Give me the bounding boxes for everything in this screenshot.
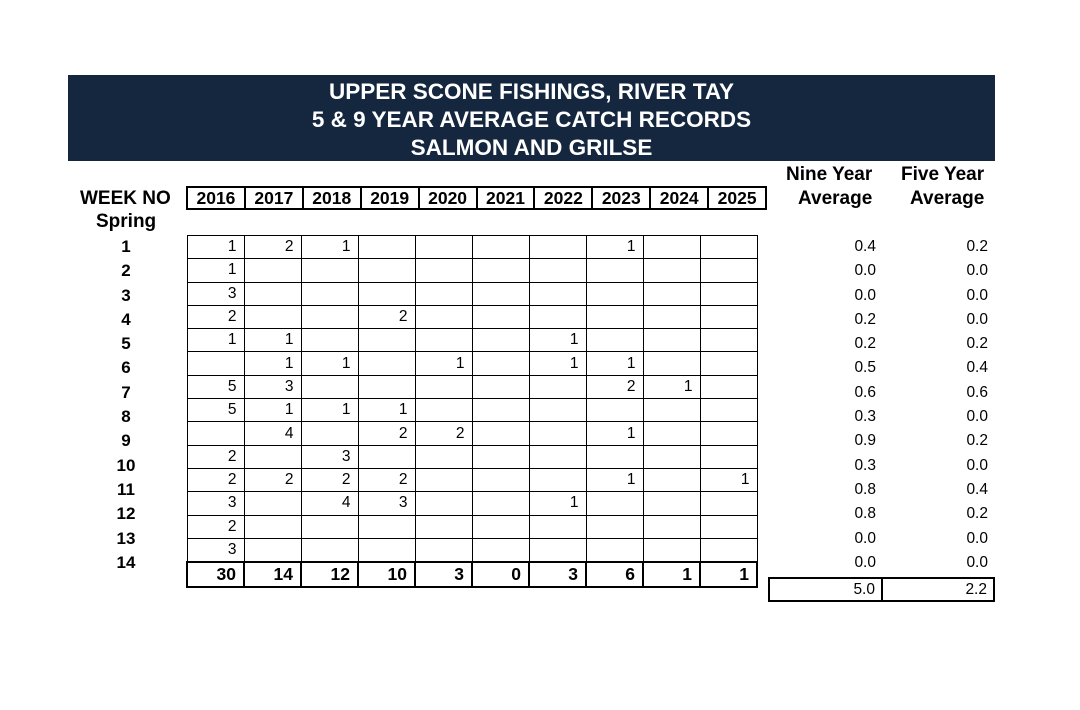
table-row bbox=[187, 329, 757, 352]
week-number: 11 bbox=[117, 479, 135, 499]
nine-year-average: 0.2 bbox=[854, 335, 876, 353]
nine-year-average: 0.8 bbox=[854, 505, 876, 523]
catch-cell bbox=[415, 305, 472, 328]
catch-cell bbox=[472, 468, 529, 491]
catch-cell bbox=[700, 492, 757, 515]
table-row bbox=[187, 492, 757, 515]
catch-cell bbox=[358, 329, 415, 352]
week-number: 9 bbox=[121, 431, 131, 451]
five-year-average: 0.0 bbox=[966, 529, 988, 547]
catch-cell: 2 bbox=[415, 422, 472, 445]
five-year-header-line-2: Average bbox=[910, 188, 985, 209]
catch-cell: 1 bbox=[529, 352, 586, 375]
title-line-2: 5 & 9 YEAR AVERAGE CATCH RECORDS bbox=[311, 107, 752, 132]
year-header: 2017 bbox=[246, 188, 304, 208]
catch-cell: 1 bbox=[187, 259, 244, 282]
catch-cell bbox=[586, 445, 643, 468]
catch-cell bbox=[244, 282, 301, 305]
catch-cell bbox=[358, 259, 415, 282]
catch-table bbox=[186, 235, 758, 588]
catch-cell bbox=[415, 515, 472, 538]
year-header: 2020 bbox=[420, 188, 478, 208]
nine-year-average: 0.3 bbox=[854, 456, 876, 474]
catch-cell: 2 bbox=[187, 305, 244, 328]
five-year-average: 0.0 bbox=[966, 310, 988, 328]
week-number: 7 bbox=[121, 382, 131, 402]
catch-cell bbox=[586, 305, 643, 328]
catch-cell bbox=[700, 259, 757, 282]
title-banner bbox=[68, 75, 995, 161]
week-no-header: WEEK NO bbox=[80, 188, 171, 209]
year-header: 2023 bbox=[593, 188, 651, 208]
catch-cell bbox=[643, 445, 700, 468]
catch-cell bbox=[472, 375, 529, 398]
nine-year-average: 0.0 bbox=[854, 286, 876, 304]
catch-cell: 1 bbox=[358, 399, 415, 422]
catch-cell bbox=[472, 422, 529, 445]
catch-cell: 2 bbox=[358, 422, 415, 445]
nine-year-average: 0.0 bbox=[854, 262, 876, 280]
catch-cell bbox=[472, 445, 529, 468]
catch-cell bbox=[301, 422, 358, 445]
catch-cell bbox=[586, 515, 643, 538]
catch-cell bbox=[700, 236, 757, 259]
catch-cell bbox=[415, 329, 472, 352]
catch-cell bbox=[700, 352, 757, 375]
nine-year-average: 0.6 bbox=[854, 383, 876, 401]
five-year-average: 0.2 bbox=[966, 335, 988, 353]
catch-cell: 1 bbox=[529, 492, 586, 515]
catch-cell bbox=[700, 329, 757, 352]
week-number: 10 bbox=[116, 455, 136, 475]
catch-cell bbox=[244, 445, 301, 468]
nine-year-average-column bbox=[790, 235, 876, 575]
catch-cell bbox=[472, 329, 529, 352]
five-year-average: 0.0 bbox=[966, 286, 988, 304]
catch-cell: 1 bbox=[700, 468, 757, 491]
table-row bbox=[187, 282, 757, 305]
catch-cell bbox=[529, 538, 586, 562]
year-header: 2019 bbox=[362, 188, 420, 208]
catch-cell bbox=[700, 282, 757, 305]
catch-cell bbox=[472, 399, 529, 422]
year-header: 2024 bbox=[651, 188, 709, 208]
catch-cell: 1 bbox=[586, 352, 643, 375]
catch-cell bbox=[187, 422, 244, 445]
catch-cell bbox=[244, 492, 301, 515]
year-header: 2018 bbox=[304, 188, 362, 208]
catch-cell bbox=[529, 422, 586, 445]
catch-cell: 1 bbox=[187, 236, 244, 259]
catch-cell: 2 bbox=[187, 445, 244, 468]
catch-cell bbox=[415, 492, 472, 515]
year-header: 2021 bbox=[478, 188, 536, 208]
catch-cell bbox=[643, 422, 700, 445]
catch-cell bbox=[187, 352, 244, 375]
catch-cell bbox=[643, 399, 700, 422]
catch-cell: 1 bbox=[586, 468, 643, 491]
week-number: 6 bbox=[121, 358, 131, 378]
nine-year-average: 0.4 bbox=[854, 238, 876, 255]
catch-cell: 1 bbox=[301, 352, 358, 375]
catch-cell bbox=[301, 259, 358, 282]
total-cell: 6 bbox=[586, 562, 643, 587]
nine-year-total: 5.0 bbox=[768, 577, 883, 602]
total-cell: 3 bbox=[415, 562, 472, 587]
catch-cell bbox=[586, 399, 643, 422]
catch-cell bbox=[643, 236, 700, 259]
catch-cell bbox=[529, 468, 586, 491]
catch-cell: 1 bbox=[187, 329, 244, 352]
catch-cell: 2 bbox=[187, 515, 244, 538]
catch-cell bbox=[472, 515, 529, 538]
nine-year-average: 0.0 bbox=[854, 529, 876, 547]
catch-cell bbox=[358, 515, 415, 538]
week-number: 1 bbox=[121, 237, 131, 256]
total-cell: 14 bbox=[244, 562, 301, 587]
catch-cell: 3 bbox=[244, 375, 301, 398]
table-row bbox=[187, 305, 757, 328]
table-row bbox=[187, 515, 757, 538]
five-year-average: 0.0 bbox=[966, 262, 988, 280]
catch-cell bbox=[358, 236, 415, 259]
catch-cell bbox=[301, 282, 358, 305]
catch-cell bbox=[643, 538, 700, 562]
table-row bbox=[187, 236, 757, 259]
catch-cell: 3 bbox=[187, 492, 244, 515]
season-label: Spring bbox=[96, 211, 157, 232]
catch-cell: 3 bbox=[187, 538, 244, 562]
table-row bbox=[187, 538, 757, 562]
catch-cell: 1 bbox=[244, 399, 301, 422]
catch-cell bbox=[529, 259, 586, 282]
week-number: 3 bbox=[121, 285, 131, 305]
week-number: 4 bbox=[121, 309, 131, 329]
catch-cell bbox=[643, 282, 700, 305]
catch-cell: 1 bbox=[301, 399, 358, 422]
catch-cell: 1 bbox=[244, 352, 301, 375]
catch-cell bbox=[643, 259, 700, 282]
five-year-average: 0.0 bbox=[966, 408, 988, 426]
title-line-1: UPPER SCONE FISHINGS, RIVER TAY bbox=[328, 79, 735, 104]
catch-cell: 1 bbox=[301, 236, 358, 259]
table-row bbox=[187, 422, 757, 445]
catch-cell bbox=[586, 538, 643, 562]
catch-cell bbox=[301, 305, 358, 328]
total-cell: 30 bbox=[187, 562, 244, 587]
catch-cell bbox=[244, 305, 301, 328]
nine-year-average: 0.5 bbox=[854, 359, 876, 377]
catch-cell bbox=[415, 445, 472, 468]
total-cell: 0 bbox=[472, 562, 529, 587]
catch-cell bbox=[643, 305, 700, 328]
total-cell: 12 bbox=[301, 562, 358, 587]
catch-cell bbox=[301, 538, 358, 562]
catch-cell bbox=[244, 538, 301, 562]
five-year-average: 0.0 bbox=[966, 553, 988, 571]
catch-cell bbox=[643, 329, 700, 352]
five-year-average: 0.2 bbox=[966, 505, 988, 523]
catch-cell: 1 bbox=[586, 422, 643, 445]
table-row bbox=[187, 468, 757, 491]
catch-cell: 1 bbox=[586, 236, 643, 259]
catch-cell: 1 bbox=[529, 329, 586, 352]
catch-cell: 4 bbox=[301, 492, 358, 515]
five-year-average: 0.2 bbox=[966, 432, 988, 450]
catch-cell bbox=[472, 492, 529, 515]
nine-year-header-line-2: Average bbox=[798, 188, 873, 209]
catch-cell bbox=[643, 492, 700, 515]
week-number: 13 bbox=[116, 528, 136, 548]
catch-cell bbox=[358, 375, 415, 398]
catch-cell bbox=[244, 515, 301, 538]
five-year-average-column bbox=[900, 235, 988, 575]
catch-cell bbox=[472, 538, 529, 562]
week-number-column bbox=[96, 235, 156, 575]
catch-cell: 3 bbox=[301, 445, 358, 468]
nine-year-average: 0.9 bbox=[854, 432, 876, 450]
catch-cell bbox=[415, 399, 472, 422]
catch-cell bbox=[700, 445, 757, 468]
five-year-average: 0.4 bbox=[966, 480, 988, 498]
catch-cell bbox=[472, 352, 529, 375]
catch-cell: 2 bbox=[358, 468, 415, 491]
catch-cell: 4 bbox=[244, 422, 301, 445]
nine-year-average: 0.3 bbox=[854, 408, 876, 426]
catch-cell bbox=[472, 259, 529, 282]
week-number: 12 bbox=[116, 504, 136, 524]
catch-cell bbox=[529, 282, 586, 305]
catch-cell bbox=[415, 538, 472, 562]
nine-year-header-line-1: Nine Year bbox=[786, 164, 873, 185]
nine-year-average: 0.0 bbox=[854, 553, 876, 571]
five-year-total: 2.2 bbox=[881, 577, 995, 602]
catch-cell bbox=[415, 236, 472, 259]
five-year-header-line-1: Five Year bbox=[901, 164, 985, 185]
catch-cell bbox=[643, 515, 700, 538]
catch-cell bbox=[643, 352, 700, 375]
catch-cell bbox=[472, 282, 529, 305]
catch-cell bbox=[301, 375, 358, 398]
catch-cell: 3 bbox=[187, 282, 244, 305]
catch-cell bbox=[472, 305, 529, 328]
catch-cell: 3 bbox=[358, 492, 415, 515]
catch-cell bbox=[358, 282, 415, 305]
week-number: 14 bbox=[116, 552, 136, 572]
table-row bbox=[187, 399, 757, 422]
five-year-average: 0.6 bbox=[966, 383, 988, 401]
catch-cell: 2 bbox=[187, 468, 244, 491]
catch-cell: 5 bbox=[187, 375, 244, 398]
catch-cell: 2 bbox=[586, 375, 643, 398]
catch-cell: 2 bbox=[244, 236, 301, 259]
total-cell: 3 bbox=[529, 562, 586, 587]
catch-cell bbox=[529, 445, 586, 468]
catch-cell bbox=[358, 352, 415, 375]
total-cell: 1 bbox=[700, 562, 757, 587]
catch-cell: 2 bbox=[244, 468, 301, 491]
catch-cell bbox=[301, 329, 358, 352]
week-number: 2 bbox=[121, 261, 131, 281]
nine-year-average: 0.8 bbox=[854, 480, 876, 498]
catch-cell bbox=[700, 399, 757, 422]
catch-cell bbox=[700, 305, 757, 328]
catch-cell: 1 bbox=[244, 329, 301, 352]
catch-cell bbox=[529, 305, 586, 328]
catch-cell bbox=[415, 468, 472, 491]
catch-cell bbox=[586, 259, 643, 282]
table-row bbox=[187, 259, 757, 282]
catch-cell bbox=[586, 329, 643, 352]
catch-cell: 1 bbox=[415, 352, 472, 375]
week-number: 8 bbox=[121, 407, 131, 427]
catch-cell bbox=[529, 375, 586, 398]
total-cell: 10 bbox=[358, 562, 415, 587]
table-row bbox=[187, 352, 757, 375]
catch-cell bbox=[358, 538, 415, 562]
catch-cell bbox=[586, 282, 643, 305]
catch-cell bbox=[301, 515, 358, 538]
catch-cell bbox=[529, 399, 586, 422]
catch-cell bbox=[244, 259, 301, 282]
table-row bbox=[187, 375, 757, 398]
catch-cell bbox=[358, 445, 415, 468]
table-row bbox=[187, 445, 757, 468]
catch-cell bbox=[700, 375, 757, 398]
week-number: 5 bbox=[121, 334, 131, 354]
five-year-average: 0.0 bbox=[966, 456, 988, 474]
catch-cell: 2 bbox=[301, 468, 358, 491]
catch-cell bbox=[700, 515, 757, 538]
catch-cell bbox=[415, 282, 472, 305]
catch-cell bbox=[586, 492, 643, 515]
catch-cell bbox=[700, 422, 757, 445]
catch-cell bbox=[472, 236, 529, 259]
catch-cell bbox=[415, 375, 472, 398]
total-cell: 1 bbox=[643, 562, 700, 587]
year-header: 2025 bbox=[717, 188, 757, 208]
catch-cell bbox=[529, 236, 586, 259]
totals-row bbox=[187, 562, 757, 587]
catch-cell: 5 bbox=[187, 399, 244, 422]
year-header: 2022 bbox=[535, 188, 593, 208]
nine-year-average: 0.2 bbox=[854, 310, 876, 328]
five-year-average: 0.4 bbox=[966, 359, 988, 377]
catch-cell: 2 bbox=[358, 305, 415, 328]
five-year-average: 0.2 bbox=[966, 238, 988, 255]
title-line-3: SALMON AND GRILSE bbox=[410, 135, 653, 160]
catch-cell bbox=[700, 538, 757, 562]
catch-cell bbox=[643, 468, 700, 491]
catch-cell bbox=[415, 259, 472, 282]
year-header-row bbox=[186, 186, 767, 210]
catch-cell: 1 bbox=[643, 375, 700, 398]
catch-cell bbox=[529, 515, 586, 538]
year-header: 2016 bbox=[188, 188, 246, 208]
